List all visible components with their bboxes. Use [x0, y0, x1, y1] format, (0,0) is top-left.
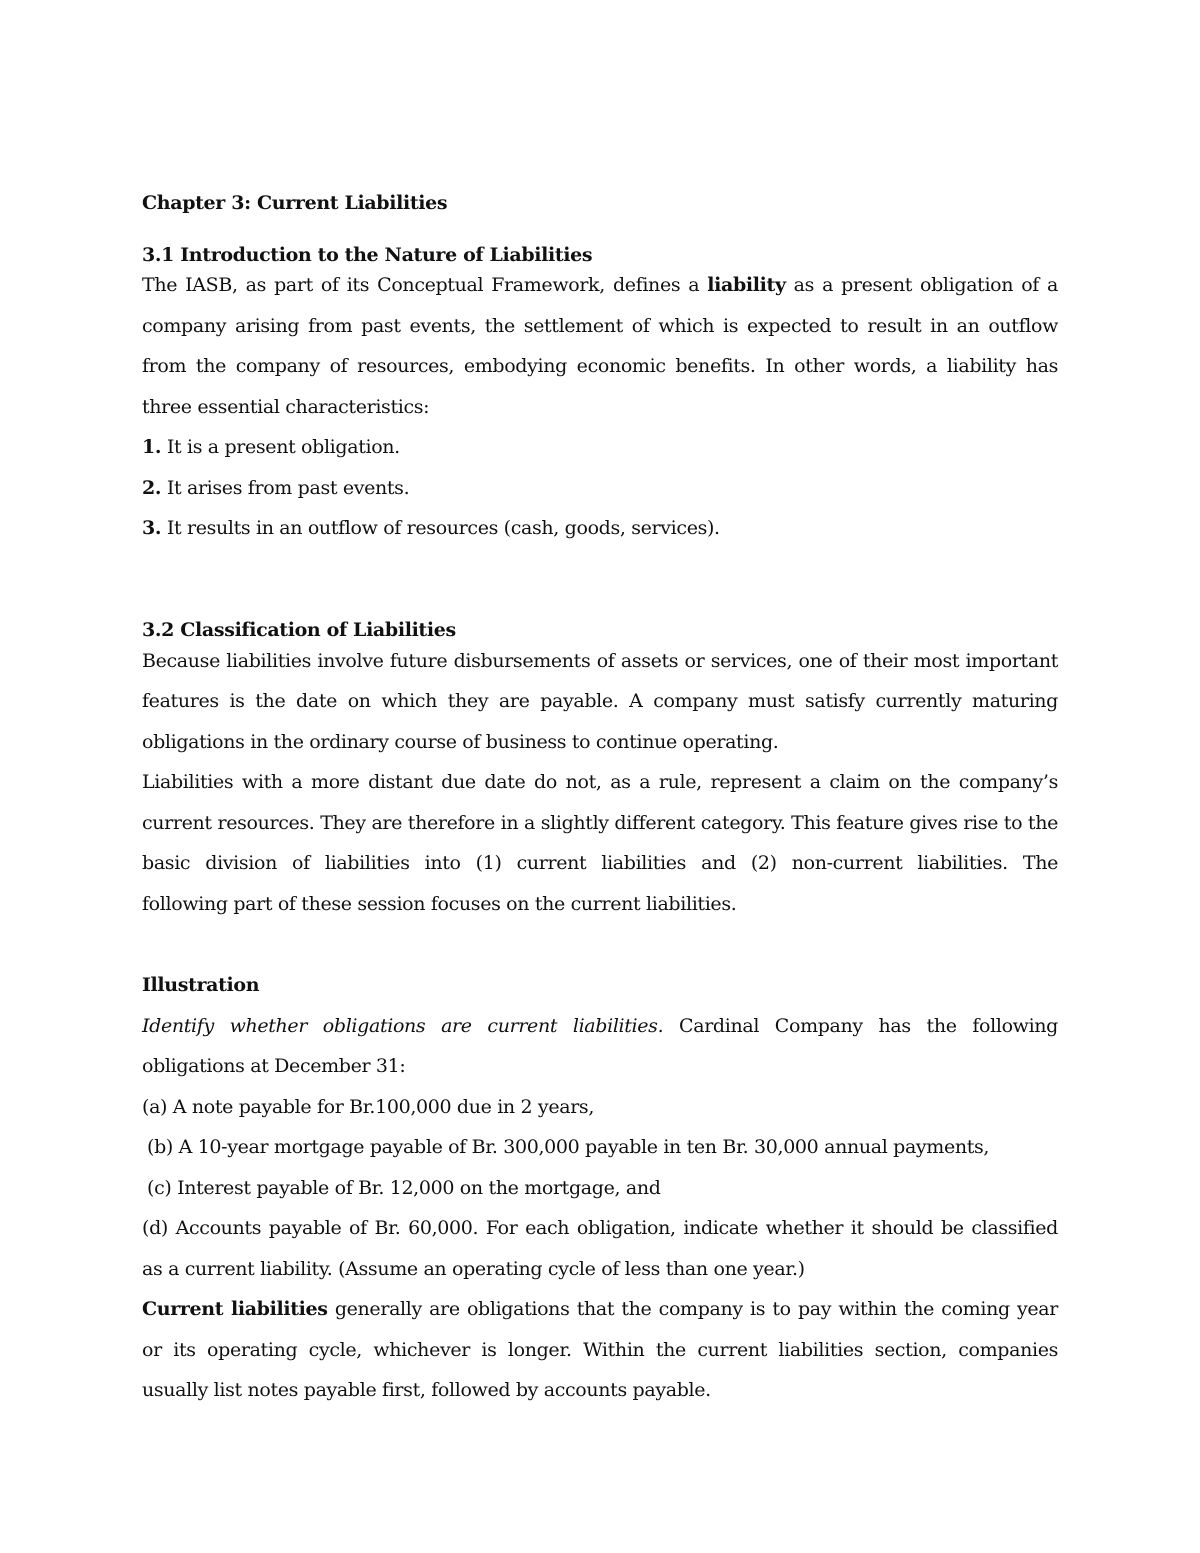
section-3-2-heading: 3.2 Classification of Liabilities [142, 619, 456, 641]
definition-line-2: or its operating cycle, whichever is longer. Within the current liabilities section, companies [142, 1339, 1058, 1361]
obligation-item-c: (c) Interest payable of Br. 12,000 on the mortgage, and [147, 1177, 661, 1199]
illustration-intro-line-1 [142, 1013, 1058, 1039]
obligation-item-a: (a) A note payable for Br.100,000 due in 2 years, [142, 1096, 595, 1118]
list-item-text: It is a present obligation. [166, 436, 400, 458]
current-liabilities-term: Current liabilities [142, 1298, 328, 1320]
list-item-number: 2. [142, 477, 162, 499]
obligation-item-d-line-2: as a current liability. (Assume an operating cycle of less than one year.) [142, 1258, 805, 1280]
illustration-heading: Illustration [142, 974, 260, 996]
chapter-title: Chapter 3: Current Liabilities [142, 192, 448, 214]
illustration-prompt: Identify whether obligations are current liabilities. [142, 1015, 664, 1037]
list-item-number: 1. [142, 436, 162, 458]
paragraph-text: generally are obligations that the company is to pay within the coming year [334, 1298, 1058, 1320]
section-3-2-paragraph-line-2: features is the date on which they are payable. A company must satisfy currently maturing [142, 690, 1058, 712]
section-3-2-paragraph2-line-2: current resources. They are therefore in a slightly different category. This feature gives rise to the [142, 812, 1058, 834]
section-3-1-paragraph-line-3: from the company of resources, embodying economic benefits. In other words, a liability has [142, 355, 1058, 377]
section-3-2-paragraph-line-3: obligations in the ordinary course of business to continue operating. [142, 731, 779, 753]
section-3-2-paragraph2-line-1: Liabilities with a more distant due date do not, as a rule, represent a claim on the company’s [142, 771, 1058, 793]
list-item [142, 434, 1058, 460]
list-item-text: It arises from past events. [166, 477, 410, 499]
definition-line-3: usually list notes payable first, followed by accounts payable. [142, 1379, 711, 1401]
paragraph-text: as a present obligation of a [793, 274, 1058, 296]
obligation-item-d-line-1: (d) Accounts payable of Br. 60,000. For each obligation, indicate whether it should be classified [142, 1217, 1058, 1239]
paragraph-text: Cardinal Company has the following [679, 1015, 1058, 1037]
illustration-intro-line-2: obligations at December 31: [142, 1055, 406, 1077]
section-3-1-paragraph-line-4: three essential characteristics: [142, 396, 430, 418]
list-item-text: It results in an outflow of resources (cash, goods, services). [166, 517, 720, 539]
section-3-2-paragraph2-line-4: following part of these session focuses on the current liabilities. [142, 893, 737, 915]
list-item [142, 515, 1058, 541]
list-item-number: 3. [142, 517, 162, 539]
paragraph-text: The IASB, as part of its Conceptual Framework, defines a [142, 274, 700, 296]
definition-line-1 [142, 1296, 1058, 1322]
section-3-2-paragraph-line-1: Because liabilities involve future disbursements of assets or services, one of their most important [142, 650, 1058, 672]
section-3-1-paragraph-line-1 [142, 272, 1058, 298]
liability-term: liability [707, 274, 786, 296]
obligation-item-b: (b) A 10-year mortgage payable of Br. 300,000 payable in ten Br. 30,000 annual payments, [147, 1136, 990, 1158]
section-3-2-paragraph2-line-3: basic division of liabilities into (1) current liabilities and (2) non-current liabilities. The [142, 852, 1058, 874]
list-item [142, 475, 1058, 501]
section-3-1-heading: 3.1 Introduction to the Nature of Liabilities [142, 244, 593, 266]
section-3-1-paragraph-line-2: company arising from past events, the settlement of which is expected to result in an outflow [142, 315, 1058, 337]
